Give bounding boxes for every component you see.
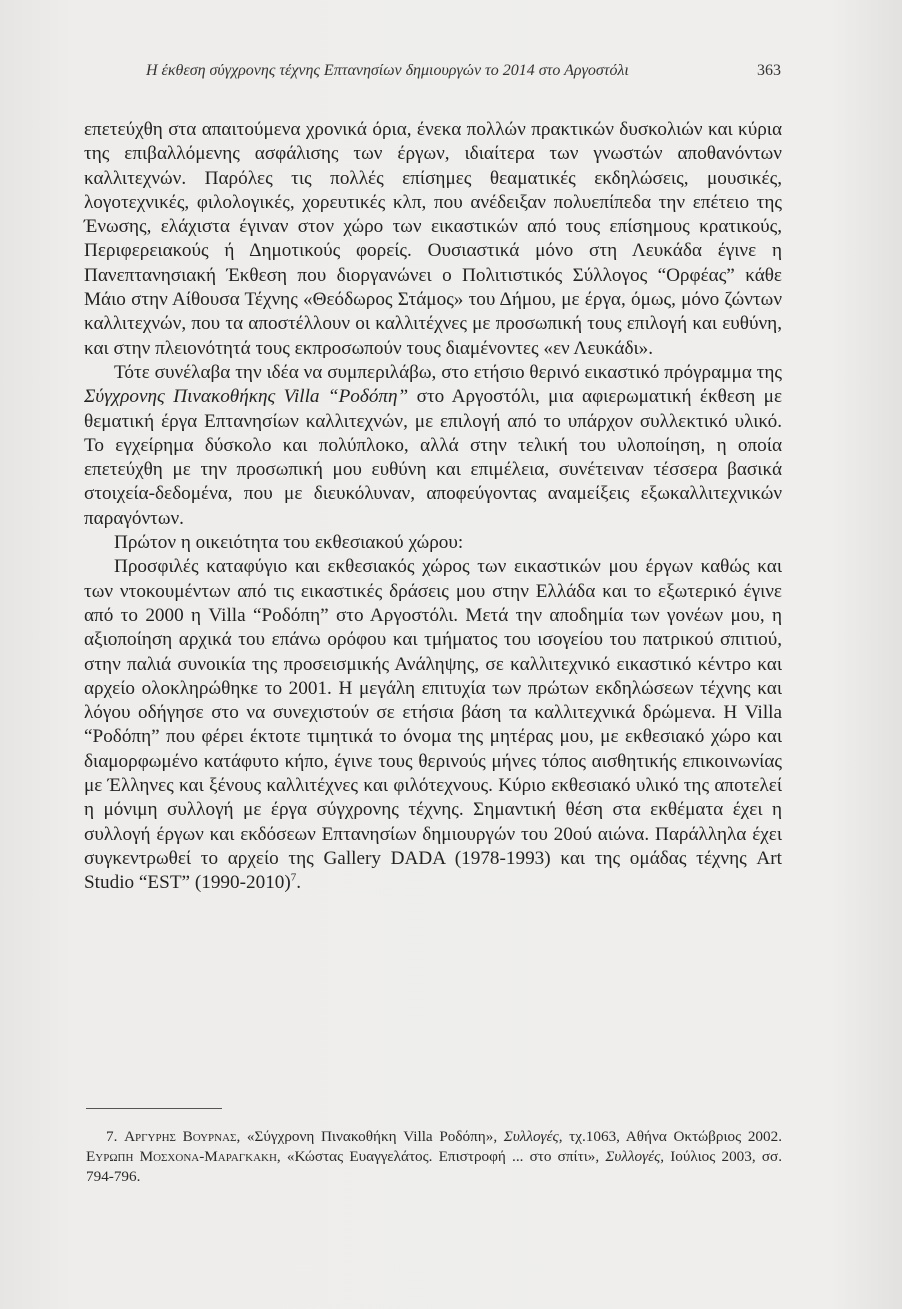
gallery-name: Σύγχρονης Πινακοθήκης Villa “Ροδόπη” (84, 386, 409, 408)
footnote-number: 7. (106, 1128, 118, 1145)
footnote-author-2: Ευρωπη Μοσχονα-Μαραγκακη (86, 1148, 277, 1165)
footnote-text-2: , τχ.1063, Αθήνα Οκτώβριος 2002. (558, 1128, 782, 1145)
paragraph-1: επετεύχθη στα απαιτούμενα χρονικά όρια, ένεκα πολλών πρακτικών δυσκολιών και κύρια της επιβαλλόμενης ασφάλισης των έργων, ιδιαίτερα των γνωστών αποθανόντων καλλιτεχνών. Παρόλες τις πολλές επίσημες θεαματικές εκδηλώσεις, μουσικές, λογοτεχνικές, φιλολογικές, χορευτικές κλπ, που ανέδειξαν πολυεπίπεδα την επέτειο της Ένωσης, ελάχιστα έγιναν στον χώρο των εικαστικών από τους επίσημους κρατικούς, Περιφερειακούς ή Δημοτικούς φορείς. Ουσιαστικά μόνο στη Λευκάδα έγινε η Πανεπτανησιακή Έκθεση που διοργανώνει ο Πολιτιστικός Σύλλογος “Ορφέας” κάθε Μάιο στην Αίθουσα Τέχνης «Θεόδωρος Στάμος» του Δήμου, με έργα, όμως, μόνο ζώντων καλλιτεχνών, που τα αποστέλλουν οι καλλιτέχνες με προσωπική τους επιλογή και ευθύνη, και στην πλειονότητά τους εκπροσωπούν τους διαμένοντες «εν Λευκάδι». (84, 119, 782, 359)
paragraph-4-text: Προσφιλές καταφύγιο και εκθεσιακός χώρος των εικαστικών μου έργων καθώς και των ντοκουμέντων από τις εικαστικές δράσεις μου στην Ελλάδα και το εξωτερικό έγινε από το 2000 η Villa “Ροδόπη” στο Αργοστόλι. Μετά την αποδημία των γονέων μου, η αξιοποίηση αρχικά του επάνω ορόφου και τμήματος του ισογείου του πατρικού σπιτιού, στην παλιά συνοικία της προσεισμικής Ανάληψης, σε καλλιτεχνικό εικαστικό κέντρο και αρχείο ολοκληρώθηκε το 2001. Η μεγάλη επιτυχία των πρώτων εκδηλώσεων τέχνης και λόγου οδήγησε στο να συνεχιστούν σε ετήσια βάση τα καλλιτεχνικά δρώμενα. Η Villa “Ροδόπη” που φέρει έκτοτε τιμητικά το όνομα της μητέρας μου, με εκθεσιακό χώρο και διαμορφωμένο κατάφυτο κήπο, έγινε τους θερινούς μήνες τόπος αισθητικής επικοινωνίας με Έλληνες και ξένους καλλιτέχνες και φιλότεχνους. Κύριο εκθεσιακό υλικό της αποτελεί η μόνιμη συλλογή με έργα σύγχρονης τέχνης. Σημαντική θέση στα εκθέματα έχει η συλλογή έργων και εκδόσεων Επτανησίων δημιουργών του 20ού αιώνα. Παράλληλα έχει συγκεντρωθεί το αρχείο της Gallery DADA (1978-1993) και της ομάδας τέχνης Art Studio “EST” (1990-2010) (84, 556, 782, 894)
footnotes (86, 1127, 782, 1187)
main-text (84, 118, 782, 896)
footnote-text-1: , «Σύγχρονη Πινακοθήκη Villa Ροδόπη», (236, 1128, 504, 1145)
running-title: Η έκθεση σύγχρονης τέχνης Επτανησίων δημιουργών το 2014 στο Αργοστόλι (146, 62, 629, 79)
footnote-text-3: , «Κώστας Ευαγγελάτος. Επιστροφή ... στο σπίτι», (276, 1148, 606, 1165)
footnote-text-4: , Ιούλιος 2003, σσ. 794-796. (86, 1148, 782, 1185)
footnote-journal-2: Συλλογές (605, 1148, 661, 1165)
page-number: 363 (757, 62, 781, 79)
footnote-divider (86, 1108, 222, 1109)
footnote-journal-1: Συλλογές (503, 1128, 559, 1145)
paragraph-3: Πρώτον η οικειότητα του εκθεσιακού χώρου: (114, 532, 464, 554)
running-header (146, 62, 781, 80)
paragraph-4-end: . (296, 872, 302, 894)
footnote-author-1: Αργυρης Βουρνας (124, 1128, 237, 1145)
paragraph-2 (84, 361, 782, 531)
paragraph-2-start: Τότε συνέλαβα την ιδέα να συμπεριλάβω, στο ετήσιο θερινό εικαστικό πρόγραμμα της (114, 361, 782, 383)
footnote-7 (86, 1127, 782, 1187)
paragraph-2-end: στο Αργοστόλι, μια αφιερωματική έκθεση με θεματική έργα Επτανησίων καλλιτεχνών, με επιλογή από το υπάρχον συλλεκτικό υλικό. Το εγχείρημα δύσκολο και πολύπλοκο, αλλά στην τελική του υλοποίηση, η οποία επετεύχθη με την προσωπική μου ευθύνη και επιμέλεια, συνέτειναν τέσσερα βασικά στοιχεία-δεδομένα, που με διευκόλυναν, αποφεύγοντας αναμείξεις εξωκαλλιτεχνικών παραγόντων. (84, 386, 782, 529)
paragraph-4 (84, 555, 782, 895)
footnote-ref-7: 7 (290, 871, 297, 884)
